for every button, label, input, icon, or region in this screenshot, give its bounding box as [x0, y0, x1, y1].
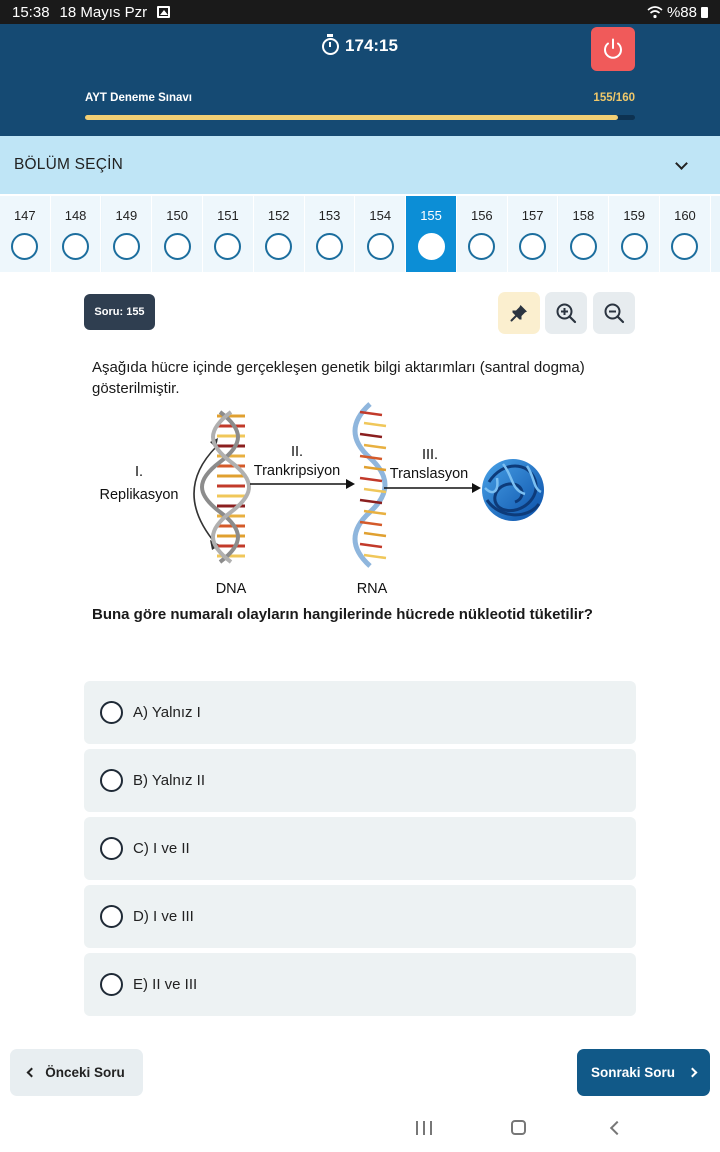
image-icon	[157, 6, 170, 18]
rna-strand	[355, 404, 386, 566]
answer-option-value: Yalnız II	[151, 772, 205, 789]
answer-option-text	[133, 976, 197, 993]
answer-option-value: I ve II	[153, 840, 190, 857]
question-nav-item[interactable]	[457, 196, 508, 272]
answer-option[interactable]	[84, 953, 636, 1016]
question-nav-item[interactable]	[102, 196, 153, 272]
question-nav-item[interactable]	[152, 196, 203, 272]
exam-progress-bar	[85, 115, 635, 120]
question-status-circle	[164, 233, 191, 260]
question-intro: Aşağıda hücre içinde gerçekleşen genetik bilgi aktarımları (santral dogma) gösterilmiştir.	[92, 359, 585, 397]
pin-question-button[interactable]	[498, 292, 540, 334]
radio-button[interactable]	[100, 973, 123, 996]
question-nav-number: 158	[572, 208, 595, 223]
question-nav-item[interactable]	[51, 196, 102, 272]
answer-option-letter: E)	[133, 976, 148, 993]
timer-value: 174:15	[345, 36, 398, 55]
question-status-circle	[367, 233, 394, 260]
question-nav-number: 149	[115, 208, 138, 223]
question-nav-item[interactable]	[609, 196, 660, 272]
answer-option-value: I ve III	[153, 908, 194, 925]
question-nav-number: 152	[267, 208, 290, 223]
question-navigator	[0, 196, 720, 272]
battery-percent: %88	[666, 3, 697, 21]
answer-option-letter: D)	[133, 908, 149, 925]
question-nav-number: 147	[13, 208, 36, 223]
question-status-circle	[113, 233, 140, 260]
answer-option-letter: C)	[133, 840, 149, 857]
protein-blob	[482, 459, 544, 521]
zoom-out-icon	[603, 302, 625, 324]
answer-option-letter: A)	[133, 704, 148, 721]
section-selector-label: BÖLÜM SEÇİN	[14, 156, 123, 173]
answer-option-text	[133, 772, 205, 789]
question-nav-number: 156	[470, 208, 493, 223]
answer-option-text	[133, 704, 201, 721]
question-status-circle	[519, 233, 546, 260]
home-button[interactable]	[511, 1120, 526, 1135]
dna-helix	[202, 412, 249, 562]
question-nav-item[interactable]	[406, 196, 457, 272]
question-status-circle	[570, 233, 597, 260]
chevron-left-icon	[27, 1068, 37, 1078]
zoom-in-button[interactable]	[545, 292, 587, 334]
exit-exam-button[interactable]	[591, 27, 635, 71]
question-nav-number: 151	[217, 208, 239, 223]
question-status-circle	[62, 233, 89, 260]
wifi-icon	[647, 5, 663, 19]
label-translation: Translasyon	[389, 466, 469, 482]
previous-question-label: Önceki Soru	[45, 1065, 125, 1080]
question-status-circle	[671, 233, 698, 260]
question-nav-item[interactable]	[203, 196, 254, 272]
question-nav-item[interactable]	[660, 196, 711, 272]
question-nav-number: 153	[318, 208, 341, 223]
radio-button[interactable]	[100, 701, 123, 724]
question-nav-number: 150	[166, 208, 188, 223]
back-button[interactable]	[610, 1121, 624, 1135]
question-status-circle	[468, 233, 495, 260]
answer-option[interactable]	[84, 817, 636, 880]
label-dna: DNA	[215, 581, 247, 597]
question-nav-number: 154	[369, 208, 392, 223]
zoom-out-button[interactable]	[593, 292, 635, 334]
question-nav-item[interactable]	[508, 196, 559, 272]
question-nav-item[interactable]	[559, 196, 610, 272]
power-icon	[601, 37, 625, 61]
question-status-circle	[316, 233, 343, 260]
label-replication: Replikasyon	[99, 487, 179, 503]
label-rna: RNA	[356, 581, 388, 597]
answer-option-value: II ve III	[152, 976, 198, 993]
question-status-circle	[265, 233, 292, 260]
exam-progress-fill	[85, 115, 618, 120]
chevron-right-icon	[688, 1068, 698, 1078]
label-transcription: Trankripsiyon	[253, 463, 341, 479]
question-nav-item[interactable]	[254, 196, 305, 272]
label-3-number: III.	[421, 447, 439, 463]
answer-option[interactable]	[84, 681, 636, 744]
question-nav-number: 159	[623, 208, 646, 223]
next-question-button[interactable]	[577, 1049, 710, 1096]
question-status-circle	[418, 233, 445, 260]
status-bar	[0, 0, 720, 24]
question-nav-number: 157	[521, 208, 544, 223]
exam-header	[0, 24, 720, 136]
question-status-circle	[11, 233, 38, 260]
label-1-number: I.	[134, 464, 144, 480]
question-prompt: Buna göre numaralı olayların hangilerinde hücrede nükleotid tüketilir?	[92, 606, 593, 623]
answer-option[interactable]	[84, 885, 636, 948]
status-date: 18 Mayıs Pzr	[59, 3, 148, 21]
stopwatch-icon	[322, 38, 339, 55]
question-nav-number: 155	[420, 208, 442, 223]
battery-icon	[701, 7, 708, 18]
section-selector[interactable]	[0, 136, 720, 194]
question-nav-item[interactable]	[305, 196, 356, 272]
answer-option-text	[133, 908, 194, 925]
previous-question-button[interactable]	[10, 1049, 143, 1096]
status-time: 15:38	[12, 3, 50, 21]
next-question-label: Sonraki Soru	[590, 1065, 676, 1080]
exam-progress-text: 155/160	[593, 92, 635, 104]
exam-name: AYT Deneme Sınavı	[85, 92, 192, 104]
zoom-in-icon	[555, 302, 577, 324]
answer-option[interactable]	[84, 749, 636, 812]
question-nav-number: 160	[674, 208, 696, 223]
label-2-number: II.	[290, 444, 304, 460]
answer-option-letter: B)	[133, 772, 148, 789]
answer-option-value: Yalnız I	[151, 704, 201, 721]
chevron-down-icon	[675, 157, 688, 170]
recent-apps-button[interactable]	[416, 1121, 432, 1135]
question-number-badge: Soru: 155	[84, 294, 155, 330]
radio-button[interactable]	[100, 837, 123, 860]
central-dogma-figure	[92, 402, 562, 598]
pin-icon	[509, 303, 529, 323]
answer-option-text	[133, 840, 190, 857]
question-nav-item[interactable]	[0, 196, 51, 272]
radio-button[interactable]	[100, 769, 123, 792]
system-navigation-bar	[0, 1108, 720, 1152]
radio-button[interactable]	[100, 905, 123, 928]
question-status-circle	[621, 233, 648, 260]
question-status-circle	[214, 233, 241, 260]
question-nav-number: 148	[64, 208, 87, 223]
question-nav-item[interactable]	[355, 196, 406, 272]
